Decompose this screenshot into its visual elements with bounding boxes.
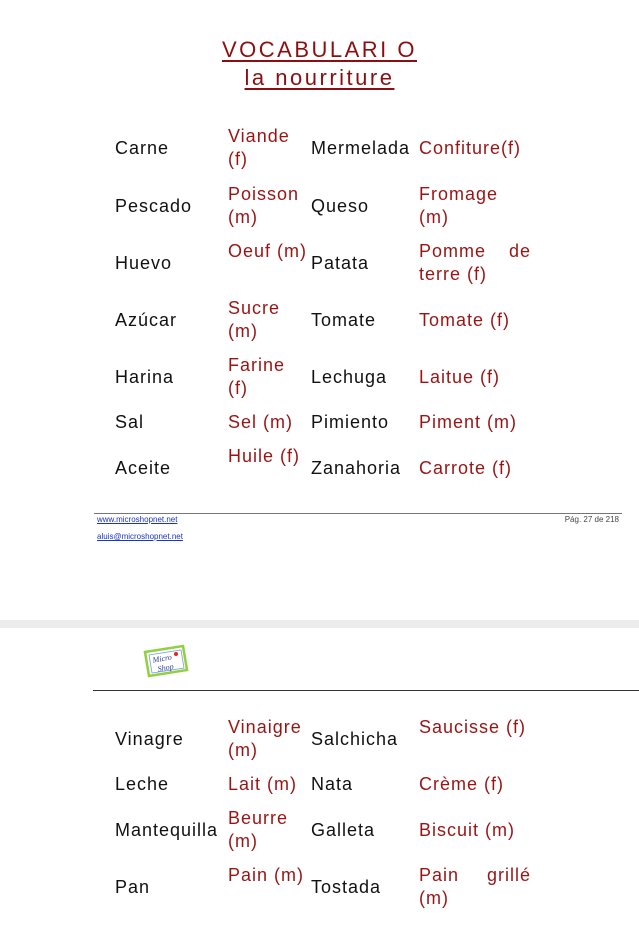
spanish-word: Pescado	[115, 196, 193, 216]
french-word: Beurre (m)	[228, 808, 289, 851]
french-word: Laitue (f)	[419, 367, 501, 387]
spanish-word: Vinagre	[115, 729, 184, 749]
email-link[interactable]: aluis@microshopnet.net	[97, 532, 183, 541]
spanish-word: Harina	[115, 367, 175, 387]
spanish-word: Zanahoria	[311, 458, 402, 478]
footer-divider	[94, 513, 622, 514]
french-word: Pain (m)	[228, 865, 305, 885]
french-word: Viande (f)	[228, 126, 290, 169]
french-word: Pain grillé (m)	[419, 865, 531, 908]
spanish-word: Pan	[115, 877, 151, 897]
french-word: Vinaigre (m)	[228, 717, 302, 760]
french-word: Saucisse (f)	[419, 717, 527, 737]
french-word: Oeuf (m)	[228, 241, 308, 261]
french-word: Crème (f)	[419, 774, 504, 794]
french-word: Tomate (f)	[419, 310, 511, 330]
microshop-logo	[143, 644, 189, 678]
document-page-28	[0, 628, 639, 946]
spanish-word: Mermelada	[311, 138, 411, 158]
french-word: Poisson (m)	[228, 184, 300, 227]
vocab-title: VOCABULARI O	[221, 37, 418, 62]
french-word: Pomme de terre (f)	[419, 241, 531, 284]
spanish-word: Tostada	[311, 877, 382, 897]
spanish-word: Lechuga	[311, 367, 388, 387]
spanish-word: Huevo	[115, 253, 173, 273]
french-word: Sel (m)	[228, 412, 293, 432]
french-word: Lait (m)	[228, 774, 298, 794]
spanish-word: Sal	[115, 412, 145, 432]
spanish-word: Patata	[311, 253, 370, 273]
french-word: Biscuit (m)	[419, 820, 515, 840]
spanish-word: Queso	[311, 196, 370, 216]
french-word: Piment (m)	[419, 412, 518, 432]
spanish-word: Nata	[311, 774, 354, 794]
spanish-word: Galleta	[311, 820, 376, 840]
spanish-word: Azúcar	[115, 310, 178, 330]
spanish-word: Pimiento	[311, 412, 390, 432]
french-word: Fromage (m)	[419, 184, 499, 227]
spanish-word: Salchicha	[311, 729, 399, 749]
french-word: Farine (f)	[228, 355, 286, 398]
vocab-subtitle: la nourriture	[244, 65, 395, 90]
french-word: Confiture(f)	[419, 138, 522, 158]
page-separator	[0, 620, 639, 628]
spanish-word: Aceite	[115, 458, 172, 478]
spanish-word: Leche	[115, 774, 170, 794]
spanish-word: Mantequilla	[115, 820, 219, 840]
spanish-word: Carne	[115, 138, 170, 158]
french-word: Carrote (f)	[419, 458, 513, 478]
logo-text-micro: Micro	[151, 652, 173, 665]
spanish-word: Tomate	[311, 310, 377, 330]
page-number: Pág. 27 de 218	[564, 515, 619, 524]
logo-text-shop: Shop	[156, 661, 175, 674]
website-link[interactable]: www.microshopnet.net	[97, 515, 178, 524]
french-word: Sucre (m)	[228, 298, 281, 341]
french-word: Huile (f)	[228, 446, 301, 466]
header-divider	[93, 690, 639, 691]
